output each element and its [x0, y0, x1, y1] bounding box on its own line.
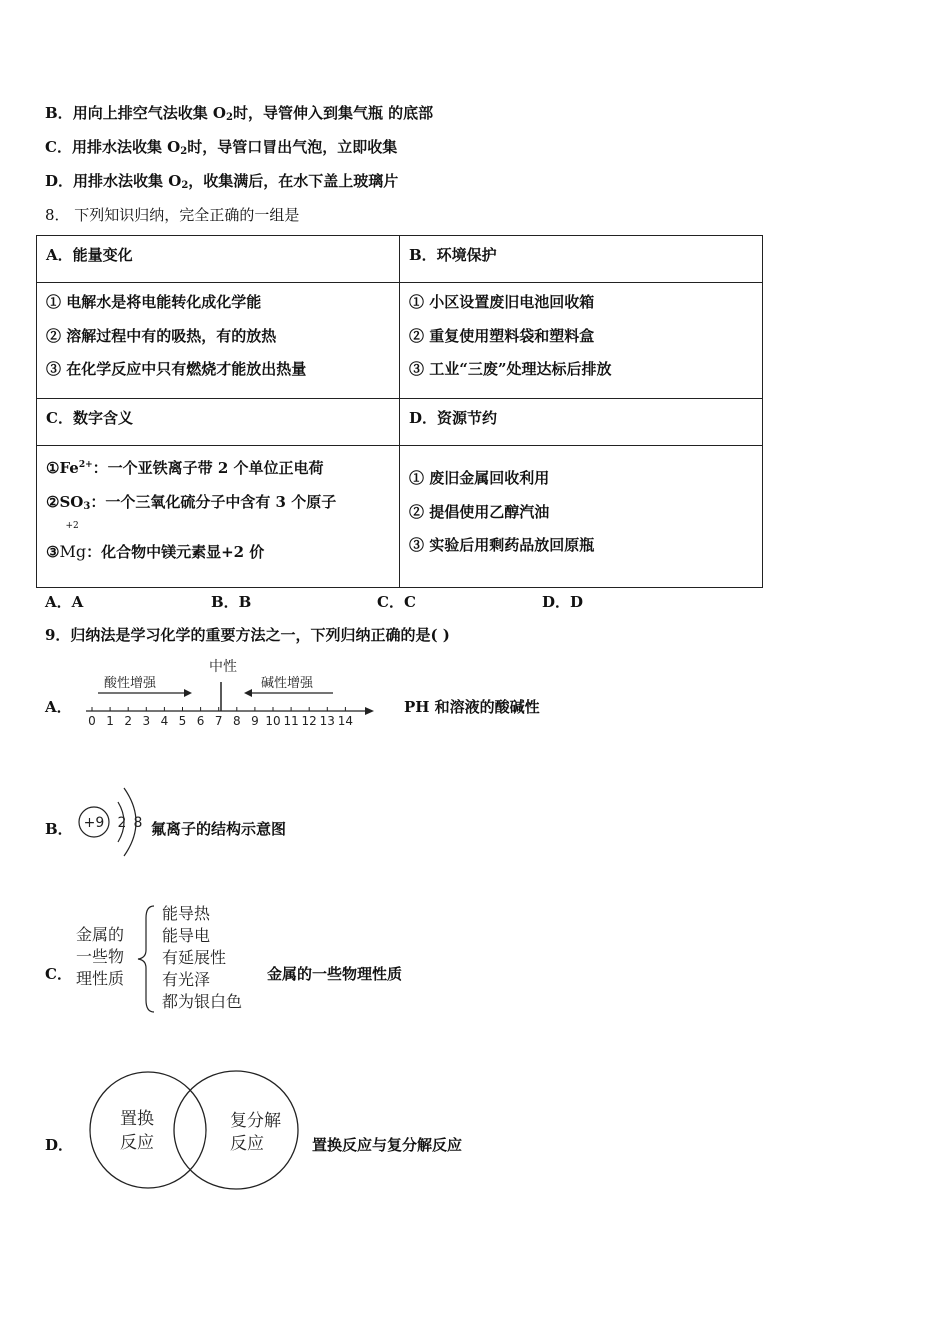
- q8-option-d: D．D: [542, 593, 584, 611]
- q8-stem: 8． 下列知识归纳，完全正确的一组是: [45, 206, 300, 224]
- ph-tick-label: 13: [319, 714, 335, 728]
- cell-b-content: ① 小区设置废旧电池回收箱 ② 重复使用塑料袋和塑料盒 ③ 工业“三废”处理达标后排放: [400, 283, 763, 399]
- q9-option-b-caption: 氟离子的结构示意图: [151, 820, 287, 838]
- q9-option-c-caption: 金属的一些物理性质: [267, 965, 403, 983]
- ph-tick-label: 0: [88, 714, 96, 728]
- ph-tick-label: 14: [337, 714, 354, 728]
- neutral-label: 中性: [209, 659, 237, 675]
- right-circle-line-2: 反应: [230, 1134, 264, 1154]
- ph-tick-label: 1: [106, 714, 114, 728]
- metal-property-2: 能导电: [162, 926, 211, 945]
- curly-brace: [138, 906, 154, 1012]
- q9-option-a-caption: PH 和溶液的酸碱性: [404, 698, 540, 716]
- right-circle-line-1: 复分解: [230, 1111, 281, 1131]
- cell-d-content: ① 废旧金属回收利用 ② 提倡使用乙醇汽油 ③ 实验后用剩药品放回原瓶: [400, 446, 763, 588]
- reaction-venn-diagram: [86, 1068, 308, 1194]
- fluoride-ion-diagram: [72, 776, 152, 862]
- metal-property-4: 有光泽: [162, 970, 211, 989]
- magnesium-valence-symbol: +2 Mg: [59, 521, 87, 561]
- cell-a-title: A．能量变化: [37, 236, 400, 283]
- base-arrowhead: [244, 689, 252, 697]
- q7-option-c: C．用排水法收集 $O_2$时，导管口冒出气泡，立即收集: [45, 138, 398, 157]
- ph-tick-label: 5: [178, 714, 187, 728]
- base-label: 碱性增强: [261, 676, 314, 691]
- ph-tick-label: 11: [283, 714, 299, 728]
- metal-left-line-1: 金属的: [76, 925, 125, 944]
- ph-tick-label: 2: [124, 714, 133, 728]
- q8-option-b: B．B: [211, 593, 252, 611]
- ph-scale-diagram: [78, 654, 378, 734]
- cell-a-content: ① 电解水是将电能转化成化学能 ② 溶解过程中有的吸热，有的放热 ③ 在化学反应中只有燃烧才能放出热量: [37, 283, 400, 399]
- q9-option-b-label: B．: [45, 820, 73, 838]
- q9-option-d-label: D．: [45, 1136, 74, 1154]
- acid-label: 酸性增强: [104, 676, 157, 691]
- left-circle-line-1: 置换: [120, 1109, 154, 1129]
- ph-tick-label: 10: [265, 714, 281, 728]
- ph-tick-label: 6: [196, 714, 205, 728]
- metal-left-line-2: 一些物: [76, 947, 125, 966]
- q7-option-b: B．用向上排空气法收集 $O_2$时，导管伸入到集气瓶 的底部: [45, 104, 434, 123]
- ph-axis-arrowhead: [365, 707, 374, 715]
- q9-stem: 9．归纳法是学习化学的重要方法之一，下列归纳正确的是( ): [45, 626, 450, 644]
- q9-option-a-label: A．: [45, 698, 72, 716]
- metal-left-line-3: 理性质: [76, 969, 125, 988]
- q8-knowledge-table: [36, 235, 763, 588]
- nucleus-charge: +9: [83, 815, 105, 831]
- metal-property-1: 能导热: [162, 904, 211, 923]
- q7-option-d: D．用排水法收集 $O_2$，收集满后，在水下盖上玻璃片: [45, 172, 399, 191]
- shell-1-electrons: 2: [117, 815, 127, 831]
- cell-c-content: $①Fe^{2+}$：一个亚铁离子带 2 个单位正电荷 $②SO_3$：一个三氧化硫分子中含有 3 个原子 ③ +2 Mg：化合物中镁元素显+2 价: [37, 446, 400, 588]
- metal-property-3: 有延展性: [162, 948, 227, 967]
- metal-property-5: 都为银白色: [162, 992, 243, 1011]
- acid-arrowhead: [184, 689, 192, 697]
- cell-b-title: B．环境保护: [400, 236, 763, 283]
- ph-tick-label: 9: [251, 714, 259, 728]
- cell-c-title: C．数字含义: [37, 399, 400, 446]
- q8-option-a: A．A: [45, 593, 84, 611]
- shell-2-electrons: 8: [133, 815, 143, 831]
- q9-option-d-caption: 置换反应与复分解反应: [312, 1136, 463, 1154]
- q9-option-c-label: C．: [45, 965, 72, 983]
- metal-properties-diagram: [72, 898, 262, 1018]
- ph-tick-label: 7: [214, 714, 223, 728]
- ph-tick-label: 3: [142, 714, 151, 728]
- ph-tick-label: 8: [232, 714, 241, 728]
- cell-d-title: D．资源节约: [400, 399, 763, 446]
- ph-tick-label: 12: [301, 714, 317, 728]
- displacement-reaction-circle: [90, 1072, 206, 1188]
- ph-tick-label: 4: [160, 714, 169, 728]
- left-circle-line-2: 反应: [120, 1133, 154, 1153]
- q8-option-c: C．C: [377, 593, 416, 611]
